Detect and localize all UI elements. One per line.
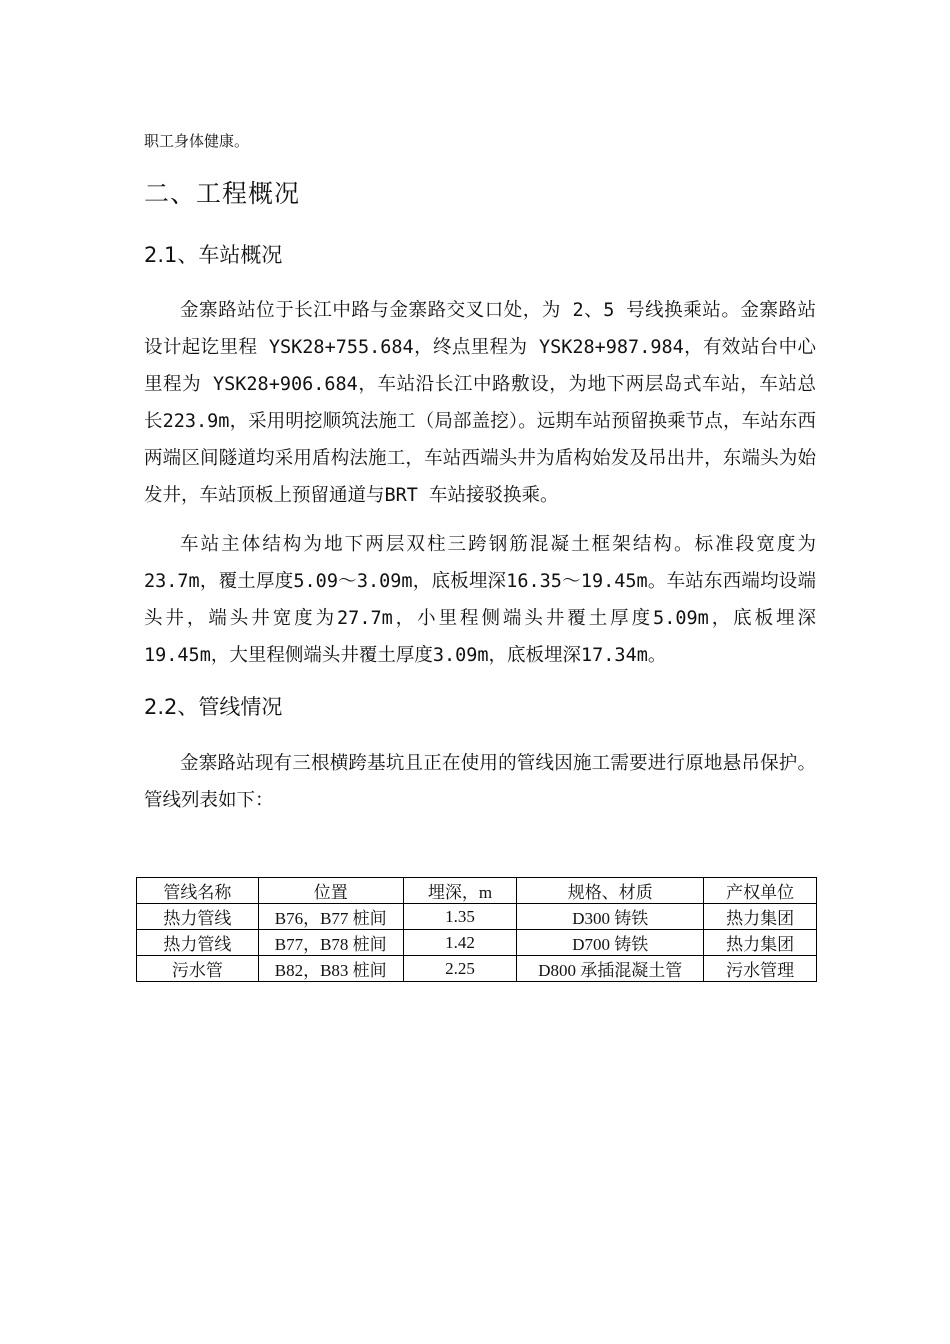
header-location: 位置 — [258, 878, 403, 904]
paragraph-pipelines: 金寨路站现有三根横跨基坑且正在使用的管线因施工需要进行原地悬吊保护。管线列表如下： — [144, 753, 816, 811]
table-cell: 1.42 — [403, 930, 517, 956]
header-owner: 产权单位 — [704, 878, 817, 904]
text-fragment: 职工身体健康。 — [144, 132, 250, 150]
table-cell: D700 铸铁 — [517, 930, 704, 956]
table-cell: 1.35 — [403, 904, 517, 930]
table-row — [137, 904, 817, 930]
table-cell: B76，B77 桩间 — [258, 904, 403, 930]
table-cell: B77，B78 桩间 — [258, 930, 403, 956]
paragraph-station-overview: 金寨路站位于长江中路与金寨路交叉口处，为 2、5 号线换乘站。金寨路站设计起讫里程 YSK28+755.684，终点里程为 YSK28+987.984，有效站台中心里程为 YSK28+906.684，车站沿长江中路敷设，为地下两层岛式车站，车站总长223.9m，采用明挖顺筑法施工（局部盖挖）。远期车站预留换乘节点，车站东西两端区间隧道均采用盾构法施工，车站西端头井为盾构始发及吊出井，东端头为始发井，车站顶板上预留通道与BRT 车站接驳换乘。 — [144, 300, 816, 506]
table-row — [137, 956, 817, 982]
header-pipe-name: 管线名称 — [137, 878, 259, 904]
subsection-title-pipelines: 2.2、管线情况 — [144, 695, 283, 719]
table-cell: 污水管理 — [704, 956, 817, 982]
table-cell: 热力管线 — [137, 930, 259, 956]
table-cell: B82，B83 桩间 — [258, 956, 403, 982]
pipeline-table — [136, 877, 817, 982]
subsection-title-station: 2.1、车站概况 — [144, 243, 283, 267]
table-cell: 2.25 — [403, 956, 517, 982]
table-cell: 污水管 — [137, 956, 259, 982]
header-spec-material: 规格、材质 — [517, 878, 704, 904]
header-depth: 埋深，m — [403, 878, 517, 904]
table-row — [137, 930, 817, 956]
table-cell: 热力集团 — [704, 930, 817, 956]
table-cell: D800 承插混凝土管 — [517, 956, 704, 982]
table-cell: 热力管线 — [137, 904, 259, 930]
table-header-row — [137, 878, 817, 904]
table-cell: 热力集团 — [704, 904, 817, 930]
table-cell: D300 铸铁 — [517, 904, 704, 930]
section-title: 二、工程概况 — [144, 179, 301, 208]
paragraph-station-structure: 车站主体结构为地下两层双柱三跨钢筋混凝土框架结构。标准段宽度为23.7m，覆土厚度5.09～3.09m，底板埋深16.35～19.45m。车站东西端均设端头井，端头井宽度为27.7m，小里程侧端头井覆土厚度5.09m，底板埋深19.45m，大里程侧端头井覆土厚度3.09m，底板埋深17.34m。 — [144, 534, 816, 666]
